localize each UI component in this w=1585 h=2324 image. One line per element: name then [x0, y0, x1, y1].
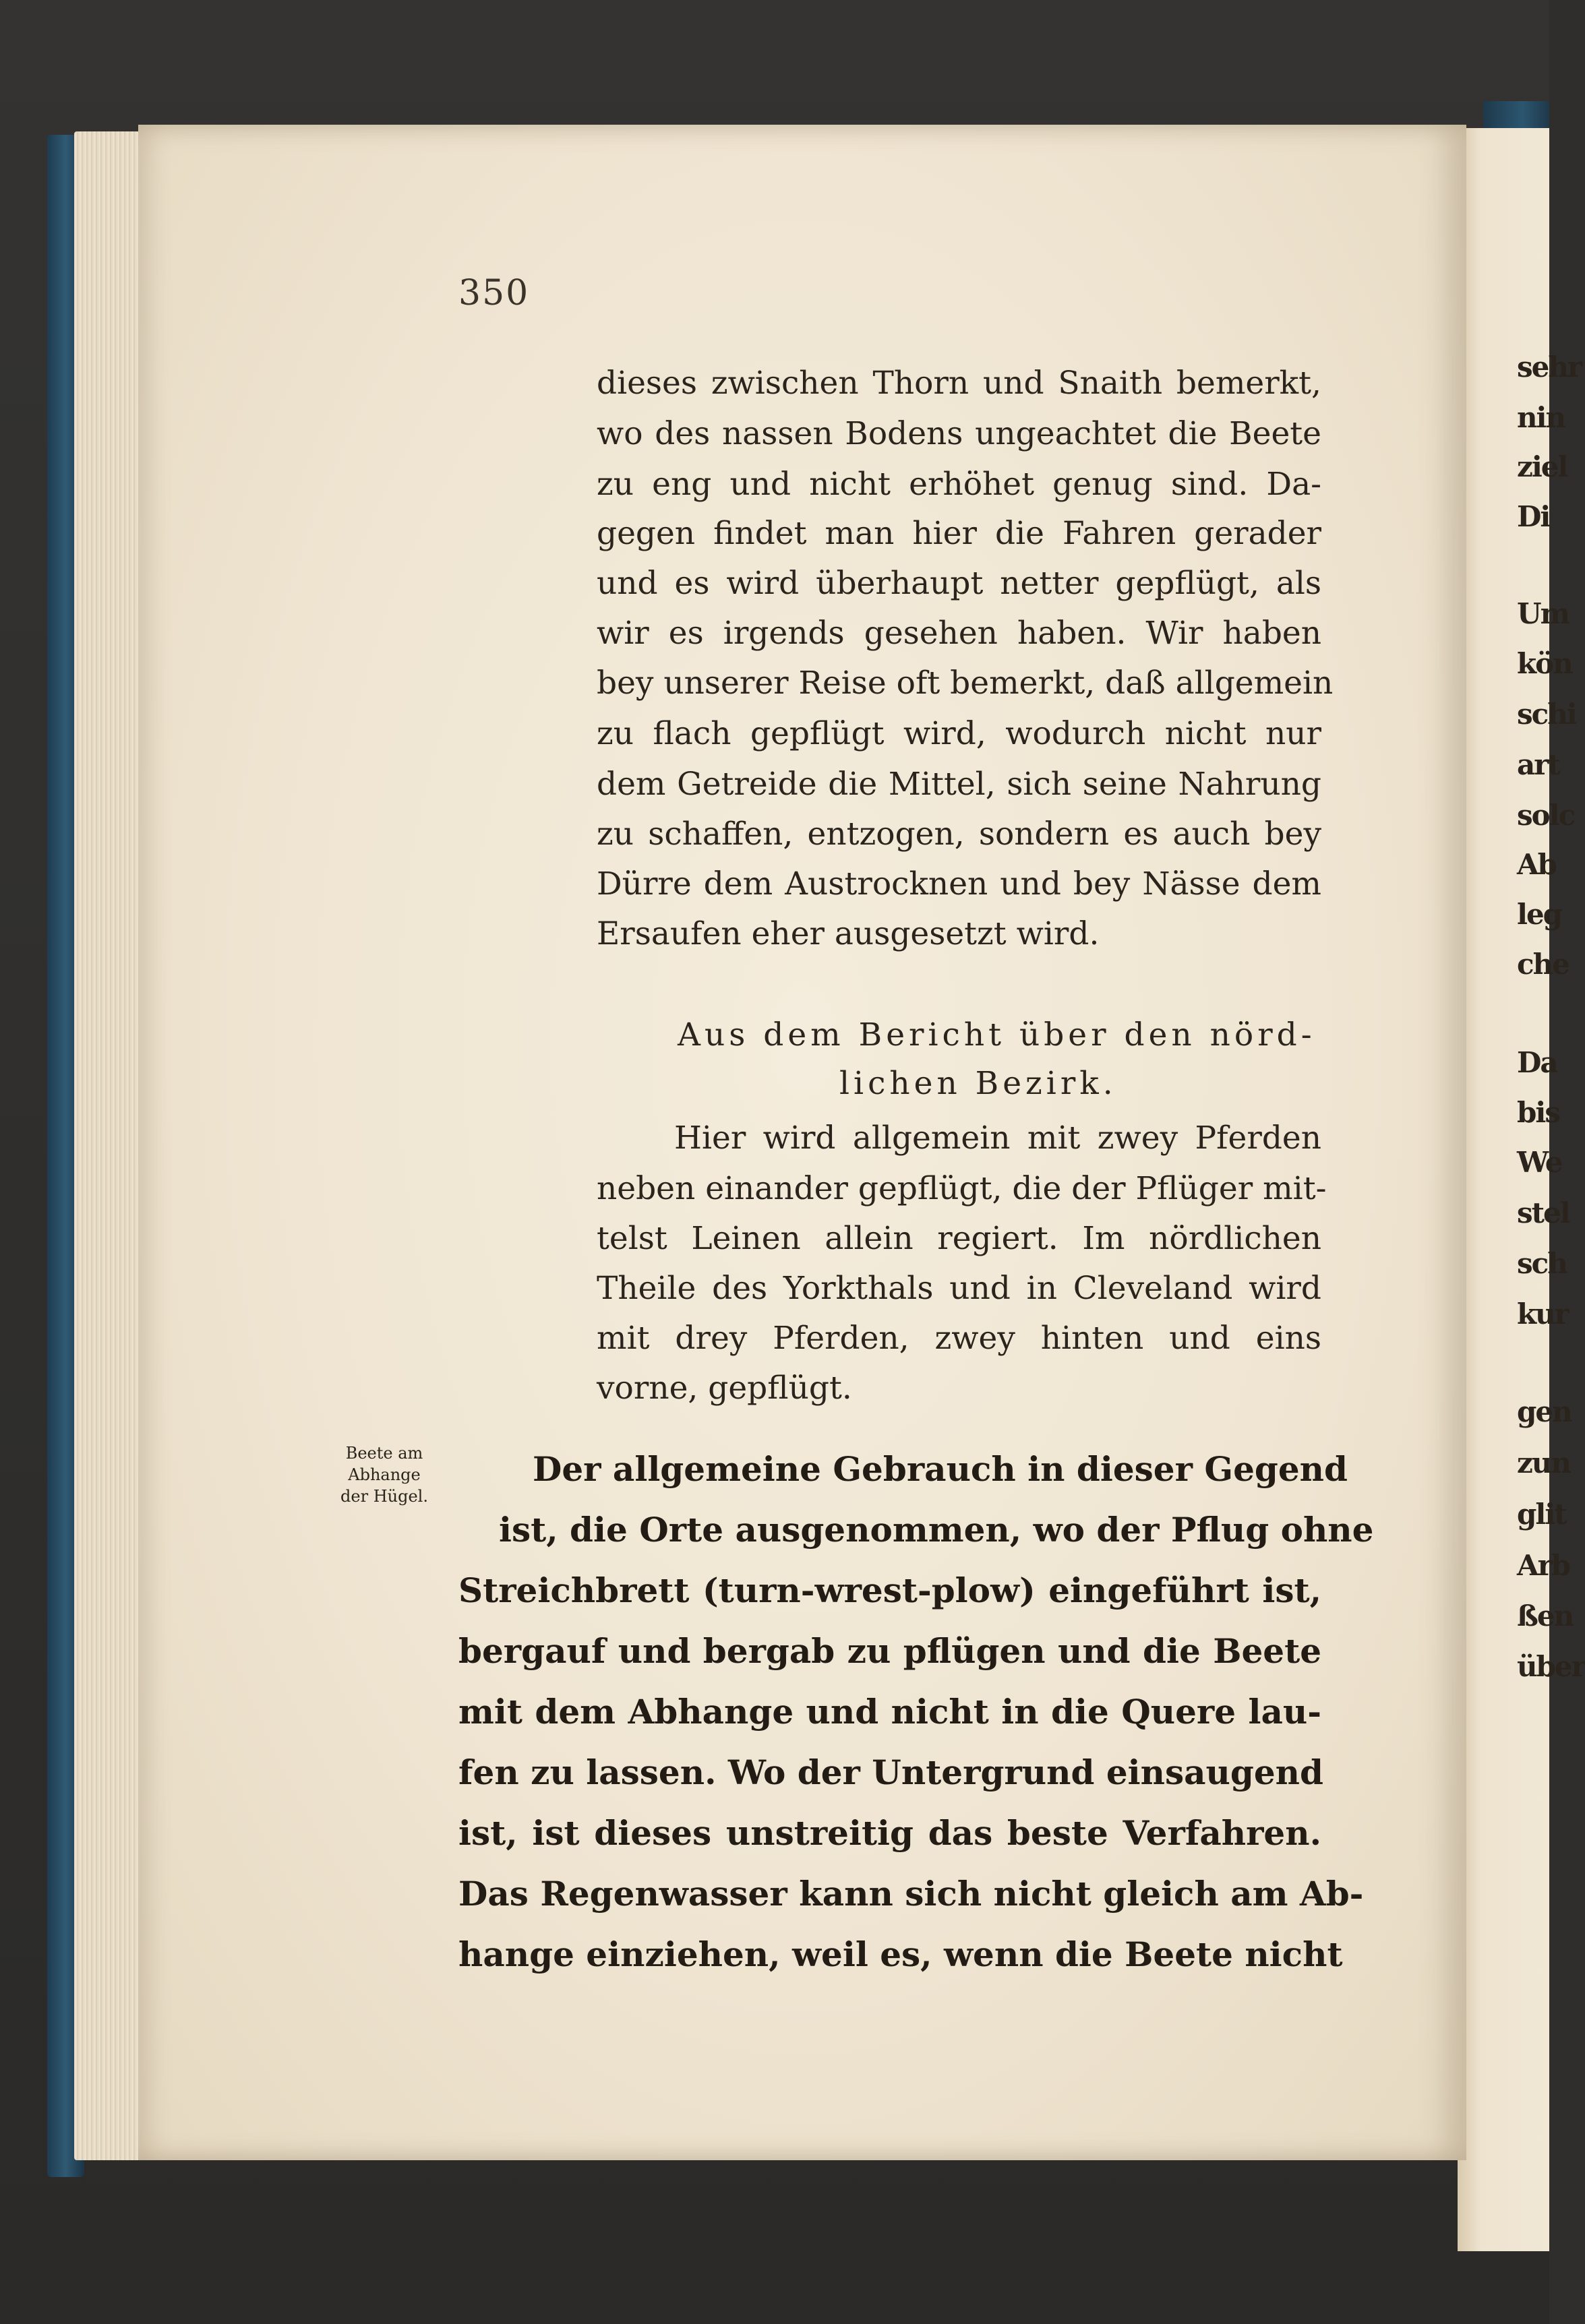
- text-line: bergauf und bergab zu pflügen und die Beete: [458, 1631, 1321, 1671]
- text-line: zu eng und nicht erhöhet genug sind. Da-: [597, 466, 1321, 503]
- text-line: ist, ist dieses unstreitig das beste Verfahren.: [458, 1813, 1321, 1853]
- next-page-fragment: glit: [1517, 1498, 1566, 1531]
- next-page-fragment: kön: [1517, 647, 1572, 680]
- text-line: mit dem Abhange und nicht in die Quere lau-: [458, 1692, 1321, 1732]
- text-line: neben einander gepflügt, die der Pflüger mit-: [597, 1170, 1327, 1207]
- text-line: gegen findet man hier die Fahren gerader: [597, 515, 1321, 552]
- text-line: Theile des Yorkthals und in Cleveland wird: [597, 1270, 1321, 1307]
- next-page-edge: [1458, 128, 1585, 2251]
- text-line: mit drey Pferden, zwey hinten und eins: [597, 1320, 1321, 1357]
- text-line: Das Regenwasser kann sich nicht gleich am Ab-: [458, 1874, 1364, 1914]
- text-line: zu schaffen, entzogen, sondern es auch bey: [597, 816, 1321, 853]
- next-page-fragment: sehr: [1517, 350, 1582, 384]
- next-page-fragment: Arb: [1517, 1549, 1570, 1582]
- text-line: telst Leinen allein regiert. Im nördlichen: [597, 1220, 1321, 1257]
- next-page-fragment: Um: [1517, 597, 1569, 630]
- margin-note-line: Abhange: [348, 1465, 421, 1484]
- next-page-fragment: über: [1517, 1650, 1585, 1683]
- next-page-fragment: Da: [1517, 1046, 1557, 1079]
- text-line: ist, die Orte ausgenommen, wo der Pflug ohne: [499, 1510, 1374, 1550]
- text-line: wir es irgends gesehen haben. Wir haben: [597, 615, 1321, 652]
- next-page-fragment: Di: [1517, 500, 1550, 533]
- next-page-fragment: kur: [1517, 1297, 1568, 1331]
- margin-note: [310, 1442, 458, 1507]
- next-page-fragment: leg: [1517, 898, 1562, 931]
- next-page-fragment: stel: [1517, 1196, 1569, 1229]
- text-line: wo des nassen Bodens ungeachtet die Beete: [597, 415, 1321, 452]
- section-heading: lichen Bezirk.: [839, 1065, 1117, 1102]
- text-line: Der allgemeine Gebrauch in dieser Gegend: [533, 1449, 1348, 1489]
- next-page-fragment: We: [1517, 1146, 1562, 1179]
- next-page-fragment: zun: [1517, 1446, 1570, 1479]
- next-page-fragment: ziel: [1517, 450, 1567, 483]
- text-line: Dürre dem Austrocknen und bey Nässe dem: [597, 865, 1321, 903]
- text-line: Streichbrett (turn-wrest-plow) eingeführt ist,: [458, 1570, 1321, 1610]
- next-page-fragment: nin: [1517, 401, 1565, 434]
- text-line: Hier wird allgemein mit zwey Pferden: [674, 1120, 1321, 1157]
- text-line: hange einziehen, weil es, wenn die Beete nicht: [458, 1934, 1343, 1974]
- next-page-fragment: schi: [1517, 698, 1576, 731]
- text-line: dieses zwischen Thorn und Snaith bemerkt,: [597, 365, 1321, 402]
- next-page-fragment: art: [1517, 748, 1559, 781]
- text-line: fen zu lassen. Wo der Untergrund einsaugend: [458, 1752, 1323, 1792]
- section-heading: Aus dem Bericht über den nörd-: [678, 1016, 1316, 1053]
- next-page-fragment: sch: [1517, 1247, 1567, 1280]
- margin-note-line: Beete am: [345, 1444, 423, 1463]
- margin-note-line: der Hügel.: [340, 1487, 428, 1506]
- next-page-fragment: ßen: [1517, 1599, 1574, 1632]
- text-line: vorne, gepflügt.: [597, 1370, 852, 1407]
- text-line: und es wird überhaupt netter gepflügt, als: [597, 565, 1321, 602]
- next-page-fragment: bis: [1517, 1096, 1559, 1129]
- next-page-fragment: solc: [1517, 799, 1575, 832]
- text-line: Ersaufen eher ausgesetzt wird.: [597, 915, 1100, 952]
- next-page-fragment: Ab: [1517, 848, 1556, 881]
- text-line: zu flach gepflügt wird, wodurch nicht nur: [597, 715, 1321, 752]
- text-line: bey unserer Reise oft bemerkt, daß allgemein: [597, 665, 1334, 702]
- page-number: 350: [458, 273, 530, 313]
- next-page-fragment: gen: [1517, 1395, 1572, 1428]
- next-page-fragment: che: [1517, 948, 1569, 981]
- text-line: dem Getreide die Mittel, sich seine Nahrung: [597, 766, 1321, 803]
